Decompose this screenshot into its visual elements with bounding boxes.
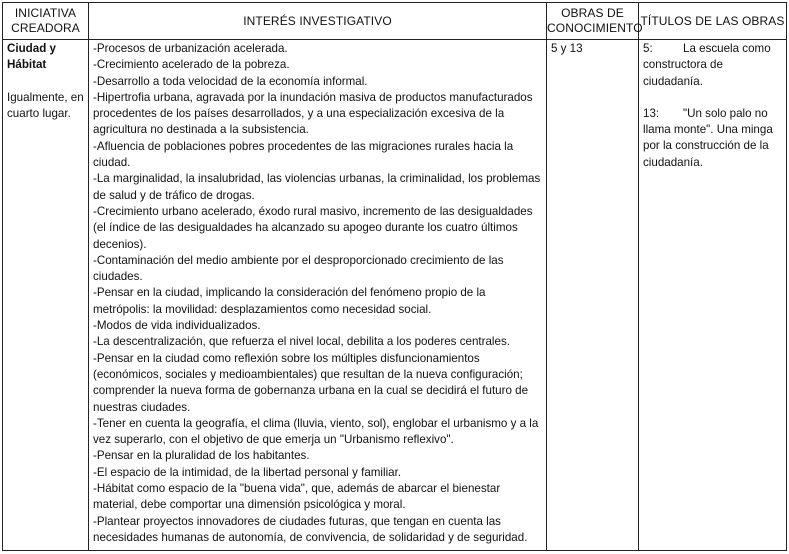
header-interes-investigativo: INTERÉS INVESTIGATIVO <box>89 3 547 40</box>
titles-cell <box>639 40 787 551</box>
interest-item: -Pensar en la ciudad, implicando la consideración del fenómeno propio de la metrópolis: la movilidad: desplazamientos como necesidad social. <box>93 286 486 316</box>
knowledge-works-table <box>2 2 787 551</box>
initiative-cell <box>3 40 89 551</box>
works-cell <box>547 40 639 551</box>
header-titulos-de-las-obras: TÍTULOS DE LAS OBRAS <box>639 3 787 40</box>
interest-item: -Hipertrofia urbana, agravada por la inundación masiva de productos manufacturados procedentes de los países desarrollados, y a una especialización excesiva de la agricultura no destinada a la subsistencia. <box>93 90 533 137</box>
interest-item: -Pensar en la ciudad como reflexión sobre los múltiples disfuncionamientos (económicos, sociales y medioambientales) que resultan de la nueva configuración; comprender la nueva forma de gobernanza urbana en la cual se decidirá el futuro de nuestras ciudades. <box>93 351 529 414</box>
interest-item: -Plantear proyectos innovadores de ciudades futuras, que tengan en cuenta las necesidades humanas de autonomía, de convivencia, de solidaridad y de seguridad. <box>93 514 528 544</box>
titles-list <box>639 40 786 171</box>
interest-item: -Hábitat como espacio de la "buena vida", que, además de abarcar el bienestar material, debe comportar una dimensión psicológica y moral. <box>93 482 501 512</box>
interest-item: -El espacio de la intimidad, de la libertad personal y familiar. <box>93 465 402 479</box>
interests-cell <box>89 40 547 551</box>
interests-list <box>89 40 546 546</box>
table-header-row <box>3 3 787 40</box>
interest-item: -Crecimiento urbano acelerado, éxodo rural masivo, incremento de las desigualdades (el índice de las desigualdades ha alcanzado su apogeo durante los cuatro últimos decenios). <box>93 204 533 251</box>
title-number: 13: <box>643 106 660 120</box>
interest-item: -La marginalidad, la insalubridad, las violencias urbanas, la criminalidad, los problemas de salud y de tráfico de drogas. <box>93 172 541 202</box>
header-iniciativa-creadora: INICIATIVA CREADORA <box>3 3 89 40</box>
interest-item: -Crecimiento acelerado de la pobreza. <box>93 58 290 72</box>
interest-item: -Procesos de urbanización acelerada. <box>93 42 288 55</box>
interest-item: -Desarrollo a toda velocidad de la economía informal. <box>93 74 368 88</box>
table-row <box>3 40 787 551</box>
interest-item: -La descentralización, que refuerza el nivel local, debilita a los poderes centrales. <box>93 335 510 349</box>
header-obras-de-conocimiento: OBRAS DE CONOCIMIENTO <box>547 3 639 40</box>
interest-item: -Pensar en la pluralidad de los habitantes. <box>93 449 310 463</box>
initiative-name: Ciudad y Hábitat <box>7 42 56 72</box>
title-entry <box>643 41 782 90</box>
initiative-note: Igualmente, en cuarto lugar. <box>7 90 84 120</box>
works-numbers: 5 y 13 <box>551 42 583 55</box>
title-entry <box>643 106 782 171</box>
interest-item: -Tener en cuenta la geografía, el clima (lluvia, viento, sol), englobar el urbanismo y a la vez superarlo, con el objetivo de que emerja un "Urbanismo reflexivo". <box>93 416 539 447</box>
interest-item: -Contaminación del medio ambiente por el desproporcionado crecimiento de las ciudades. <box>93 253 504 284</box>
interest-item: -Modos de vida individualizados. <box>93 319 261 333</box>
title-text: La escuela como constructora de ciudadanía. <box>643 42 771 88</box>
title-number: 5: <box>643 42 653 55</box>
title-text: "Un solo palo no llama monte". Una minga por la construcción de la ciudadanía. <box>643 106 773 169</box>
interest-item: -Afluencia de poblaciones pobres procedentes de las migraciones rurales hacia la ciudad. <box>93 139 514 170</box>
